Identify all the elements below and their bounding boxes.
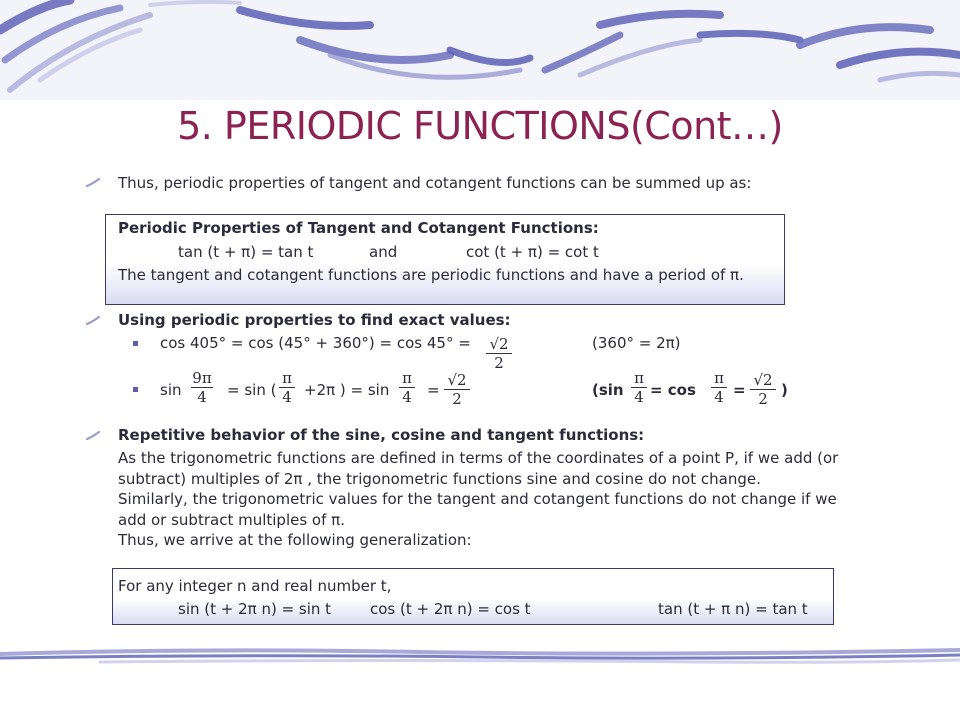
example2-note-mid: = cos: [650, 381, 696, 399]
decorative-footer-swoosh: [0, 640, 960, 680]
fraction-numerator: √2: [486, 336, 512, 354]
section3-paragraph1: As the trigonometric functions are defined in terms of the coordinates of a point P, if we add (or subtract) multiples of 2π , the trigonometric functions sine and cosine do not change.: [118, 449, 839, 488]
section3-heading: Repetitive behavior of the sine, cosine and tangent functions:: [118, 426, 645, 444]
section3-paragraph2: Similarly, the trigonometric values for the tangent and cotangent functions do not change if we add or subtract multiples of π.: [118, 490, 837, 529]
example1-expression: cos 405° = cos (45° + 360°) = cos 45° =: [160, 334, 471, 352]
slide-title: 5. PERIODIC FUNCTIONS(Cont…): [177, 104, 783, 148]
intro-text: Thus, periodic properties of tangent and cotangent functions can be summed up as:: [118, 174, 752, 192]
example1-fraction: [486, 336, 512, 372]
fraction-numerator: √2: [444, 372, 470, 390]
fraction-denominator: 2: [758, 390, 768, 408]
fraction-pi-over-4: [711, 370, 727, 406]
fraction-numerator: π: [631, 370, 647, 388]
tan-period-formula: tan (t + π) = tan t: [178, 243, 314, 261]
decorative-header-swoosh: [0, 0, 960, 100]
fraction-pi-over-4: [631, 370, 647, 406]
cot-period-formula: cot (t + π) = cot t: [466, 243, 599, 261]
section3-paragraph3: Thus, we arrive at the following generalization:: [118, 531, 472, 549]
checkmark-bullet-icon: [86, 431, 100, 441]
box1-heading: Periodic Properties of Tangent and Cotangent Functions:: [118, 219, 599, 237]
fraction-denominator: 4: [197, 388, 207, 406]
example2-part2: +2π ) = sin: [304, 381, 390, 399]
fraction-denominator: 4: [402, 388, 412, 406]
example2-note-equals: =: [733, 381, 746, 399]
fraction-pi-over-4: [399, 370, 415, 406]
fraction-9pi-over-4: [191, 370, 213, 406]
tan-generalization: tan (t + π n) = tan t: [658, 600, 808, 618]
checkmark-bullet-icon: [86, 316, 100, 326]
fraction-numerator: π: [279, 370, 295, 388]
fraction-root2-over-2: [444, 372, 470, 408]
fraction-pi-over-4: [279, 370, 295, 406]
sin-generalization: sin (t + 2π n) = sin t: [178, 600, 332, 618]
fraction-denominator: 4: [282, 388, 292, 406]
example1-note: (360° = 2π): [592, 334, 681, 352]
fraction-numerator: π: [399, 370, 415, 388]
fraction-numerator: 9π: [192, 369, 212, 387]
generalization-line1: For any integer n and real number t,: [118, 577, 392, 595]
square-bullet-icon: [133, 387, 138, 392]
example2-note-close: ): [781, 381, 788, 399]
example2-equals: =: [427, 381, 440, 399]
fraction-denominator: 4: [714, 388, 724, 406]
and-connector: and: [369, 243, 398, 261]
period-statement: The tangent and cotangent functions are periodic functions and have a period of π.: [118, 266, 744, 284]
section2-heading: Using periodic properties to find exact values:: [118, 311, 511, 329]
fraction-numerator: π: [711, 370, 727, 388]
fraction-numerator: √2: [750, 372, 776, 390]
example2-sin: sin: [160, 381, 182, 399]
fraction-denominator: 2: [494, 354, 504, 372]
square-bullet-icon: [133, 341, 138, 346]
checkmark-bullet-icon: [86, 178, 100, 188]
cos-generalization: cos (t + 2π n) = cos t: [370, 600, 531, 618]
example2-part1: = sin (: [227, 381, 277, 399]
fraction-root2-over-2: [750, 372, 776, 408]
fraction-denominator: 2: [452, 390, 462, 408]
example2-note-open: (sin: [592, 381, 624, 399]
fraction-denominator: 4: [634, 388, 644, 406]
